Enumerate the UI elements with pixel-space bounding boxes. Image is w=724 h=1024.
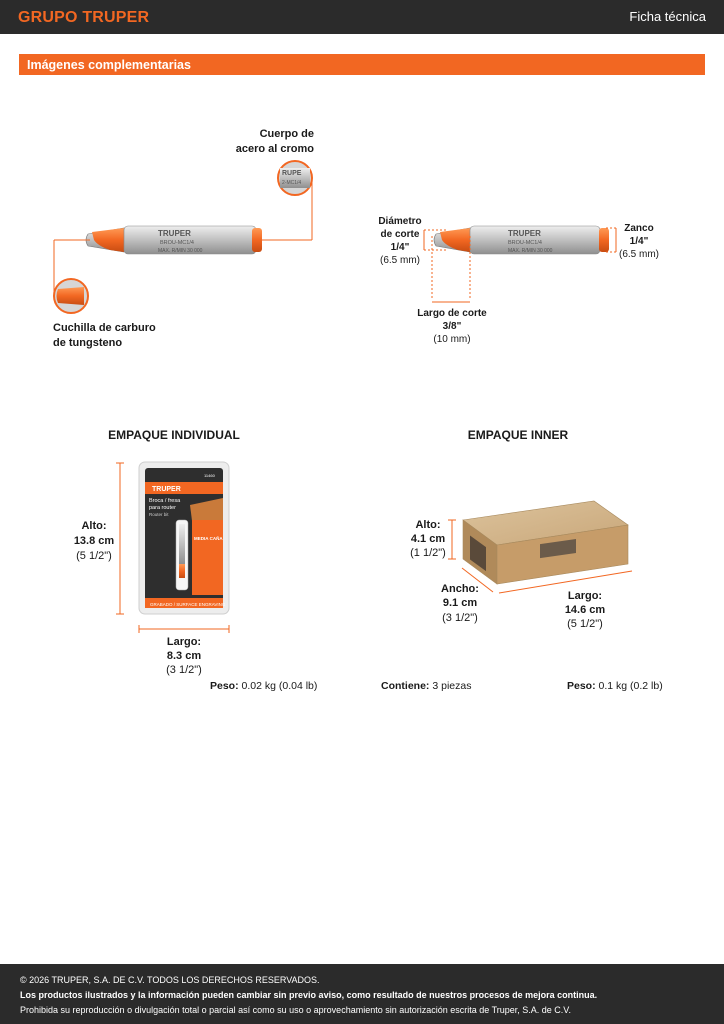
individual-height-cm: 13.8 cm xyxy=(73,535,115,547)
cut-length-mm: (10 mm) xyxy=(433,334,471,345)
inner-package-image xyxy=(463,501,628,584)
card-side: MEDIA CAÑA xyxy=(194,536,223,541)
body-material-label-2: acero al cromo xyxy=(235,143,314,155)
svg-text:RUPE: RUPE xyxy=(282,170,302,177)
card-title-1: Broca / fresa xyxy=(149,498,181,504)
cut-length-label: Largo de corte xyxy=(417,308,487,319)
inner-width-cm: 9.1 cm xyxy=(442,597,478,609)
inner-weight xyxy=(567,680,667,693)
body-material-label-1: Cuerpo de xyxy=(259,128,314,140)
svg-text:BROU-MC1/4: BROU-MC1/4 xyxy=(508,240,542,246)
shank-value: 1/4" xyxy=(629,236,649,247)
individual-weight-value: 0.02 kg (0.04 lb) xyxy=(241,680,318,692)
inner-contents-label: Contiene: xyxy=(381,680,430,692)
card-title-2: para router xyxy=(149,505,176,511)
footer-notice: Los productos ilustrados y la información pueden cambiar sin previo aviso, como resultado de nuestros procesos de mejora continua. xyxy=(20,990,598,1000)
inner-weight-value: 0.1 kg (0.2 lb) xyxy=(598,680,663,692)
blade-material-label-1: Cuchilla de carburo xyxy=(53,322,156,334)
individual-height-in: (5 1/2") xyxy=(76,550,112,562)
cut-diameter-label-2: de corte xyxy=(380,229,420,240)
inner-length-in: (5 1/2") xyxy=(567,618,603,630)
inner-length-cm: 14.6 cm xyxy=(564,604,606,616)
blade-material-label-2: de tungsteno xyxy=(53,337,123,349)
card-code: 11460 xyxy=(204,473,215,478)
cut-length-value: 3/8" xyxy=(442,321,462,332)
inner-height-label: Alto: xyxy=(415,519,441,531)
inner-width-label: Ancho: xyxy=(441,583,479,595)
inner-contents-value: 3 piezas xyxy=(432,680,472,692)
footer-copyright: © 2026 TRUPER, S.A. DE C.V. TODOS LOS DERECHOS RESERVADOS. xyxy=(20,975,320,985)
shank-label: Zanco xyxy=(624,223,654,234)
card-subtitle: Router bit xyxy=(149,512,169,517)
individual-height-label: Alto: xyxy=(81,520,107,532)
card-brand: TRUPER xyxy=(152,486,181,493)
router-bit-right xyxy=(434,226,609,254)
footer xyxy=(0,964,724,1024)
card-footer: GRABADO / SURFACE ENGRAVING xyxy=(150,602,226,607)
inner-contents xyxy=(381,680,501,693)
cut-diameter-value: 1/4" xyxy=(390,242,410,253)
cut-diameter-label-1: Diámetro xyxy=(378,216,422,227)
brand-logo: GRUPO TRUPER xyxy=(18,9,150,26)
callout-body xyxy=(262,161,312,240)
svg-text:2-MC1/4: 2-MC1/4 xyxy=(282,180,302,186)
inner-height-cm: 4.1 cm xyxy=(410,533,446,545)
individual-package-image xyxy=(139,462,229,614)
callout-blade xyxy=(54,240,90,313)
section-title: Imágenes complementarias xyxy=(27,58,191,72)
inner-height-in: (1 1/2") xyxy=(410,547,446,559)
svg-text:TRUPER: TRUPER xyxy=(508,229,541,238)
bit-brand-text: TRUPER xyxy=(158,229,191,238)
bit-model-text: BROU-MC1/4 xyxy=(160,240,194,246)
individual-package-title: EMPAQUE INDIVIDUAL xyxy=(108,428,240,442)
cut-diameter-mm: (6.5 mm) xyxy=(380,255,420,266)
individual-weight xyxy=(210,680,340,693)
inner-width-in: (3 1/2") xyxy=(442,612,478,624)
inner-package-title: EMPAQUE INNER xyxy=(467,428,569,442)
footer-prohibition: Prohibida su reproducción o divulgación total o parcial así como su uso o aprovechamiento sin autorización escrita de Truper, S.A. de C.V. xyxy=(20,1005,571,1015)
individual-length-cm: 8.3 cm xyxy=(166,650,202,662)
bit-speed-text: MAX. R/MIN 30 000 xyxy=(158,248,203,254)
svg-text:MAX. R/MIN 30 000: MAX. R/MIN 30 000 xyxy=(508,248,553,254)
individual-weight-label: Peso: xyxy=(210,680,239,692)
individual-length-in: (3 1/2") xyxy=(166,664,202,676)
inner-weight-label: Peso: xyxy=(567,680,596,692)
individual-length-label: Largo: xyxy=(166,636,202,648)
shank-mm: (6.5 mm) xyxy=(619,249,659,260)
inner-length-label: Largo: xyxy=(567,590,603,602)
router-bit-left xyxy=(86,226,262,254)
document-type: Ficha técnica xyxy=(629,9,706,24)
